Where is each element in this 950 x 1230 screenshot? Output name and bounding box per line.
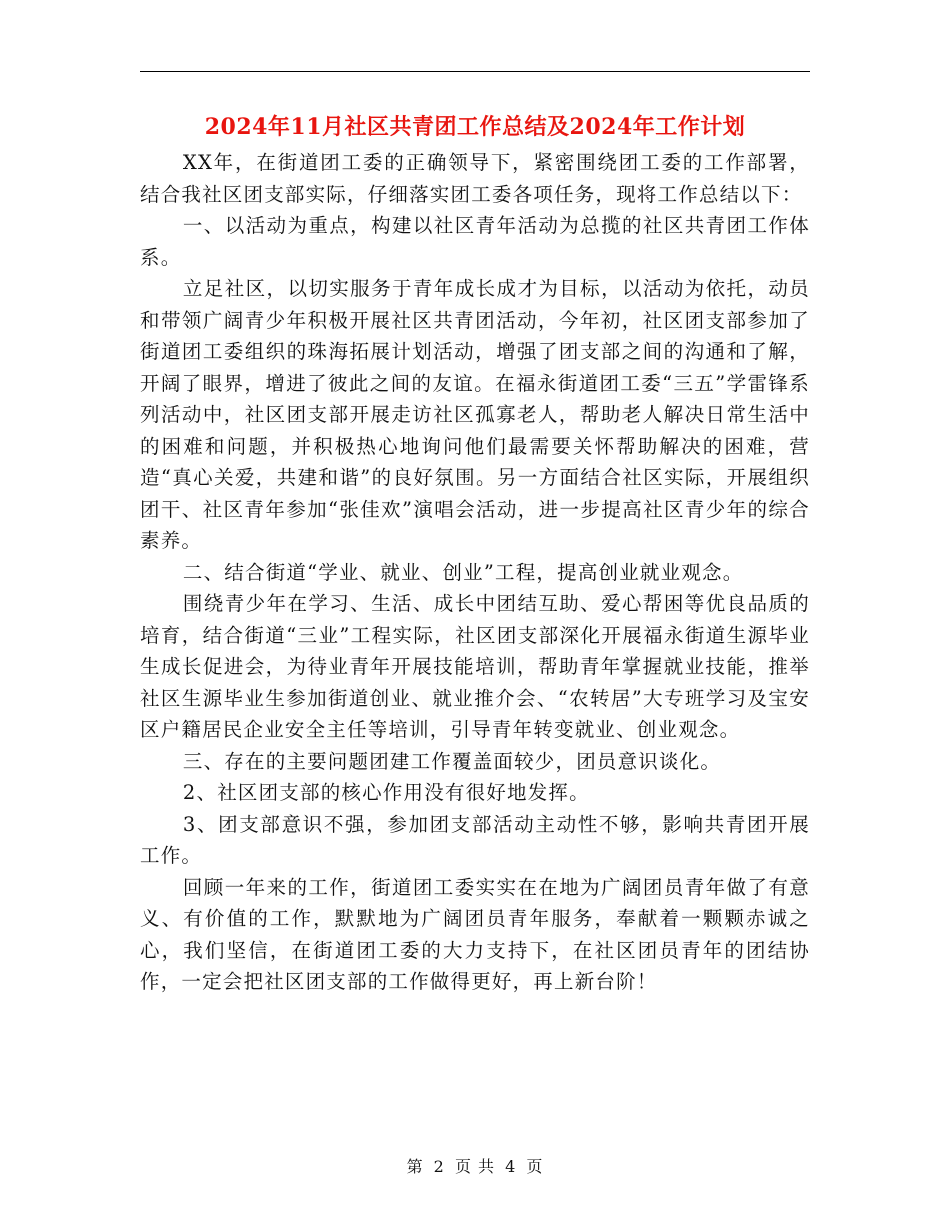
footer-mid: 页 共 (454, 1157, 496, 1176)
paragraph-section-2-body: 围绕青少年在学习、生活、成长中团结互助、爱心帮困等优良品质的培育，结合街道“三业”工程实际，社区团支部深化开展福永街道生源毕业生成长促进会，为待业青年开展技能培训，帮助青年掌握就业技能，推举社区生源毕业生参加街道创业、就业推介会、“农转居”大专班学习及宝安区户籍居民企业安全主任等培训，引导青年转变就业、创业观念。 (140, 592, 810, 741)
header-rule (140, 71, 810, 72)
paragraph-conclusion: 回顾一年来的工作，街道团工委实实在在地为广阔团员青年做了有意义、有价值的工作，默默地为广阔团员青年服务，奉献着一颗颗赤诚之心，我们坚信，在街道团工委的大力支持下，在社区团员青年的团结协作，一定会把社区团支部的工作做得更好，再上新台阶！ (140, 875, 810, 993)
paragraph-issue-2: 2、社区团支部的核心作用没有很好地发挥。 (182, 781, 590, 804)
page-footer (0, 1154, 950, 1177)
paragraph-section-1-body: 立足社区，以切实服务于青年成长成才为目标，以活动为依托，动员和带领广阔青少年积极开展社区共青团活动，今年初，社区团支部参加了街道团工委组织的珠海拓展计划活动，增强了团支部之间的沟通和了解，开阔了眼界，增进了彼此之间的友谊。在福永街道团工委“三五”学雷锋系列活动中，社区团支部开展走访社区孤寡老人，帮助老人解决日常生活中的困难和问题，并积极热心地询问他们最需要关怀帮助解决的困难，营造“真心关爱，共建和谐”的良好氛围。另一方面结合社区实际，开展组织团干、社区青年参加“张佳欢”演唱会活动，进一步提高社区青少年的综合素养。 (140, 277, 810, 552)
current-page-number: 2 (433, 1157, 445, 1176)
total-page-number: 4 (505, 1157, 517, 1176)
footer-suffix: 页 (526, 1157, 544, 1176)
document-body (140, 147, 810, 998)
document-title: 2024年11月社区共青团工作总结及2024年工作计划 (204, 114, 746, 140)
paragraph-issue-3: 3、团支部意识不强，参加团支部活动主动性不够，影响共青团开展工作。 (140, 812, 810, 867)
paragraph-section-2-heading: 二、结合街道“学业、就业、创业”工程，提高创业就业观念。 (182, 560, 744, 584)
footer-prefix: 第 (406, 1157, 424, 1176)
paragraph-section-3-heading: 三、存在的主要问题团建工作覆盖面较少，团员意识谈化。 (182, 749, 722, 773)
paragraph-section-1-heading: 一、以活动为重点，构建以社区青年活动为总揽的社区共青团工作体系。 (140, 214, 810, 269)
paragraph-intro: XX年，在街道团工委的正确领导下，紧密围绕团工委的工作部署，结合我社区团支部实际，仔细落实团工委各项任务，现将工作总结以下： (140, 151, 810, 206)
